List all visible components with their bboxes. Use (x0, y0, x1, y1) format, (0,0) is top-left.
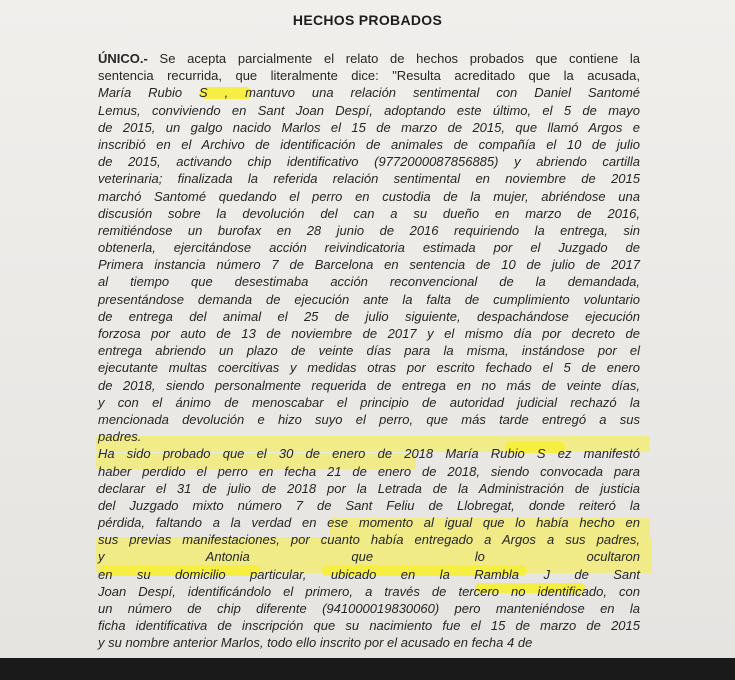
document-line (98, 617, 640, 634)
bottom-bar (0, 658, 735, 680)
document-line (98, 239, 640, 256)
document-line (98, 342, 640, 359)
document-line-text: de 2015, activando chip identificativo (977200008785​6885) y abriendo cartilla (98, 154, 640, 170)
document-line-text: remitiéndose un burofax en 28 junio de 2016 requiriendo la entrega, sin (98, 222, 640, 238)
document-line-text: forzosa por auto de 13 de noviembre de 2017 y el mismo día por decreto de (98, 326, 640, 341)
document-line (98, 84, 640, 101)
document-line (98, 188, 640, 205)
document-line-text: un número de chip diferente (941000019830060) pero manteniéndose en la (98, 601, 640, 616)
document-line (98, 170, 640, 187)
document-line (98, 325, 640, 342)
document-line (98, 377, 640, 394)
document-line-text: padres. (98, 429, 142, 445)
document-line-text: sentencia recurrida, que literalmente dice: "Resulta acreditado que la acusada, (98, 68, 640, 84)
document-line (98, 463, 640, 480)
document-line-text: sus previas manifestaciones, por cuanto había entregado a Argos a sus padres, (98, 532, 640, 548)
document-line-text: discusión sobre la devolución del can a su dueño en marzo de 2016, (98, 205, 640, 221)
document-line-text: marchó Santomé quedando el perro en custodia de la mujer, abriéndose una (98, 188, 640, 204)
document-line-text: inscribió en el Archivo de identificación de animales de compañía el 10 de julio (98, 136, 640, 152)
document-line (98, 359, 640, 376)
document-line (98, 394, 640, 411)
document-line (98, 548, 640, 565)
document-line (98, 308, 640, 325)
document-line (98, 480, 640, 497)
document-line-text: de 2015, un galgo nacido Marlos el 15 de marzo de 2015, que llamó Argos e (98, 119, 640, 135)
document-title: HECHOS PROBADOS (292, 12, 443, 28)
document-line (98, 514, 640, 531)
document-line (98, 291, 640, 308)
document-line (98, 153, 640, 170)
document-line-text: pérdida, faltando a la verdad en ese momento al igual que lo había hecho en (98, 515, 640, 531)
document-line-text: y su nombre anterior Marlos, todo ello inscrito por el acusado en fecha 4 de (98, 635, 533, 651)
document-line-text: Ha sido probado que el 30 de enero de 2018 María Rubio S ez manifestó (98, 446, 640, 462)
document-line-text: declarar el 31 de julio de 2018 por la Letrada de la Administración de justicia (98, 480, 640, 496)
document-line-text: Lemus, conviviendo en Sant Joan Despí, adoptando este último, el 5 de mayo (98, 102, 640, 118)
document-line (98, 205, 640, 222)
document-line (98, 600, 640, 617)
section-lead: ÚNICO.- (98, 51, 148, 66)
document-line (98, 136, 640, 153)
document-line-text: obtenerla, ejercitándose acción reivindicatoria estimada por el Juzgado de (98, 240, 640, 256)
document-line (98, 102, 640, 119)
document-line (98, 273, 640, 290)
document-line (98, 222, 640, 239)
document-line-text: Joan Despí, identificándolo el primero, a través de tercero no identificado, con (98, 583, 640, 599)
document-line (98, 445, 640, 462)
document-line-text: Primera instancia número 7 de Barcelona en sentencia de 10 de julio de 2017 (98, 257, 640, 273)
document-line-text: haber perdido el perro en fecha 21 de enero de 2018, siendo convocada para (98, 463, 640, 479)
document-line-text: en su domicilio particular, ubicado en la Rambla J de Sant (98, 566, 640, 582)
document-line (98, 428, 640, 445)
document-line (98, 566, 640, 583)
document-body (98, 50, 640, 652)
document-line (98, 497, 640, 514)
document-line-text: veterinaria; finalizada la referida relación sentimental en noviembre de 2015 (98, 171, 640, 187)
document-line-text: María Rubio S , mantuvo una relación sentimental con Daniel Santomé (98, 85, 640, 101)
document-line-text: ejecutante multas coercitivas y medidas otras por escrito fechado el 5 de enero (98, 360, 640, 376)
document-line (98, 531, 640, 548)
document-line-text: y Antonia que lo ocultaron (98, 549, 640, 565)
document-line (98, 583, 640, 600)
document-line (98, 50, 640, 67)
document-line-text: de 2018, siendo personalmente requerida de entrega en no más de veinte días, (98, 377, 640, 393)
document-line-text: al tiempo que desestimaba acción reconvencional de la demandada, (98, 274, 640, 290)
document-line-text: Se acepta parcialmente el relato de hechos probados que contiene la (147, 51, 640, 66)
document-line-text: de entrega del animal el 25 de julio siguiente, despachándose ejecución (98, 308, 640, 324)
document-line-text: presentándose demanda de ejecución ante la falta de cumplimiento voluntario (98, 291, 640, 307)
document-line (98, 119, 640, 136)
document-line (98, 634, 640, 651)
document-line-text: y con el ánimo de menoscabar el principio de autoridad judicial rechazó la (98, 394, 640, 410)
document-line (98, 411, 640, 428)
document-line-text: mencionada devolución e hizo suyo el perro, que más tarde entregó a sus (98, 411, 640, 427)
document-line (98, 67, 640, 84)
document-line-text: entrega abriendo un plazo de veinte días para la misma, instándose por el (98, 343, 640, 359)
document-line (98, 256, 640, 273)
document-line-text: del Juzgado mixto número 7 de Sant Feliu de Llobregat, donde reiteró la (98, 497, 640, 513)
document-line-text: ficha identificativa de inscripción que su nacimiento fue el 15 de marzo de 2015 (98, 618, 640, 634)
